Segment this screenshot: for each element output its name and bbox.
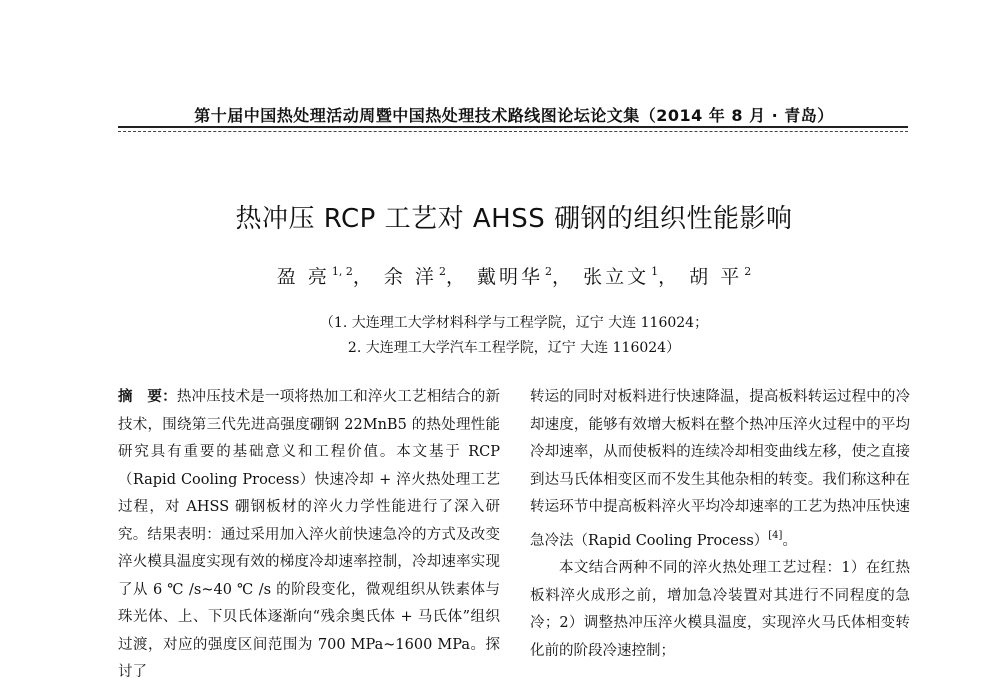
author-affil-marker: 2 — [744, 265, 752, 278]
author-name: 胡 平 — [689, 266, 743, 288]
author-affil-marker: 1 — [651, 265, 659, 278]
abstract-text: 热冲压技术是一项将热加工和淬火工艺相结合的新技术，围绕第三代先进高强度硼钢 22MnB5 的热处理性能研究具有重要的基础意义和工程价值。本文基于 RCP（Rapid Cooling Process）快速冷却 + 淬火热处理工艺过程，对 AHSS 硼钢板材的淬火力学性能进行了深入研究。结果表明：通过采用加入淬火前快速急冷的方式及改变淬火模具温度实现有效的梯度冷却速率控制，冷却速率实现了从 6 ℃ /s~40 ℃ /s 的阶段变化，微观组织从铁素体与珠光体、上、下贝氏体逐渐向“残余奥氏体 + 马氏体”组织过渡，对应的强度区间范围为 700 MPa~1600 MPa。探讨了 — [118, 389, 501, 680]
citation-ref: [4] — [768, 529, 783, 541]
author-name: 盈 亮 — [276, 266, 330, 288]
author-name: 余 洋 — [383, 266, 437, 288]
author-affil-marker: 2 — [438, 265, 446, 278]
author-name: 张立文 — [583, 266, 650, 288]
author-affil-marker: 1, 2 — [331, 265, 353, 278]
body-paragraph-2: 本文结合两种不同的淬火热处理工艺过程：1）在红热板料淬火成形之前，增加急冷装置对其进行不同程度的急冷；2）调整热冲压淬火模具温度，实现淬火马氏体相变转化前的阶段冷速控制； — [530, 560, 910, 659]
author-name: 戴明华 — [477, 266, 544, 288]
running-header: 第十届中国热处理活动周暨中国热处理技术路线图论坛论文集（2014 年 8 月 · 青岛） — [194, 106, 834, 125]
affiliation-1: （1. 大连理工大学材料科学与工程学院，辽宁 大连 116024； — [319, 315, 709, 331]
affiliation-2: 2. 大连理工大学汽车工程学院，辽宁 大连 116024） — [347, 340, 681, 356]
abstract-paragraph — [118, 384, 500, 687]
author-affil-marker: 2 — [545, 265, 553, 278]
abstract-label: 摘 要： — [118, 389, 177, 405]
author-separator: ， — [352, 266, 375, 288]
author-separator: ， — [445, 266, 468, 288]
body-paragraph-1 — [530, 384, 910, 555]
body-text: 转运的同时对板料进行快速降温，提高板料转运过程中的冷却速度，能够有效增大板料在整个热冲压淬火过程中的平均冷却速率，从而使板料的连续冷却相变曲线左移，使之直接到达马氏体相变区而不发生其他杂相的转变。我们称这种在转运环节中提高板料淬火平均冷却速率的工艺为热冲压快速急冷法（Rapid Cooling Process） — [530, 389, 910, 549]
author-separator: ， — [552, 266, 575, 288]
author-separator: ， — [658, 266, 681, 288]
author-list — [118, 262, 910, 289]
body-text-end: 。 — [782, 532, 797, 549]
body-column-right — [530, 384, 910, 665]
header-rule-dashed — [118, 131, 908, 132]
paper-title: 热冲压 RCP 工艺对 AHSS 硼钢的组织性能影响 — [235, 204, 793, 234]
abstract-column — [118, 384, 500, 687]
header-rule-solid — [118, 126, 908, 128]
